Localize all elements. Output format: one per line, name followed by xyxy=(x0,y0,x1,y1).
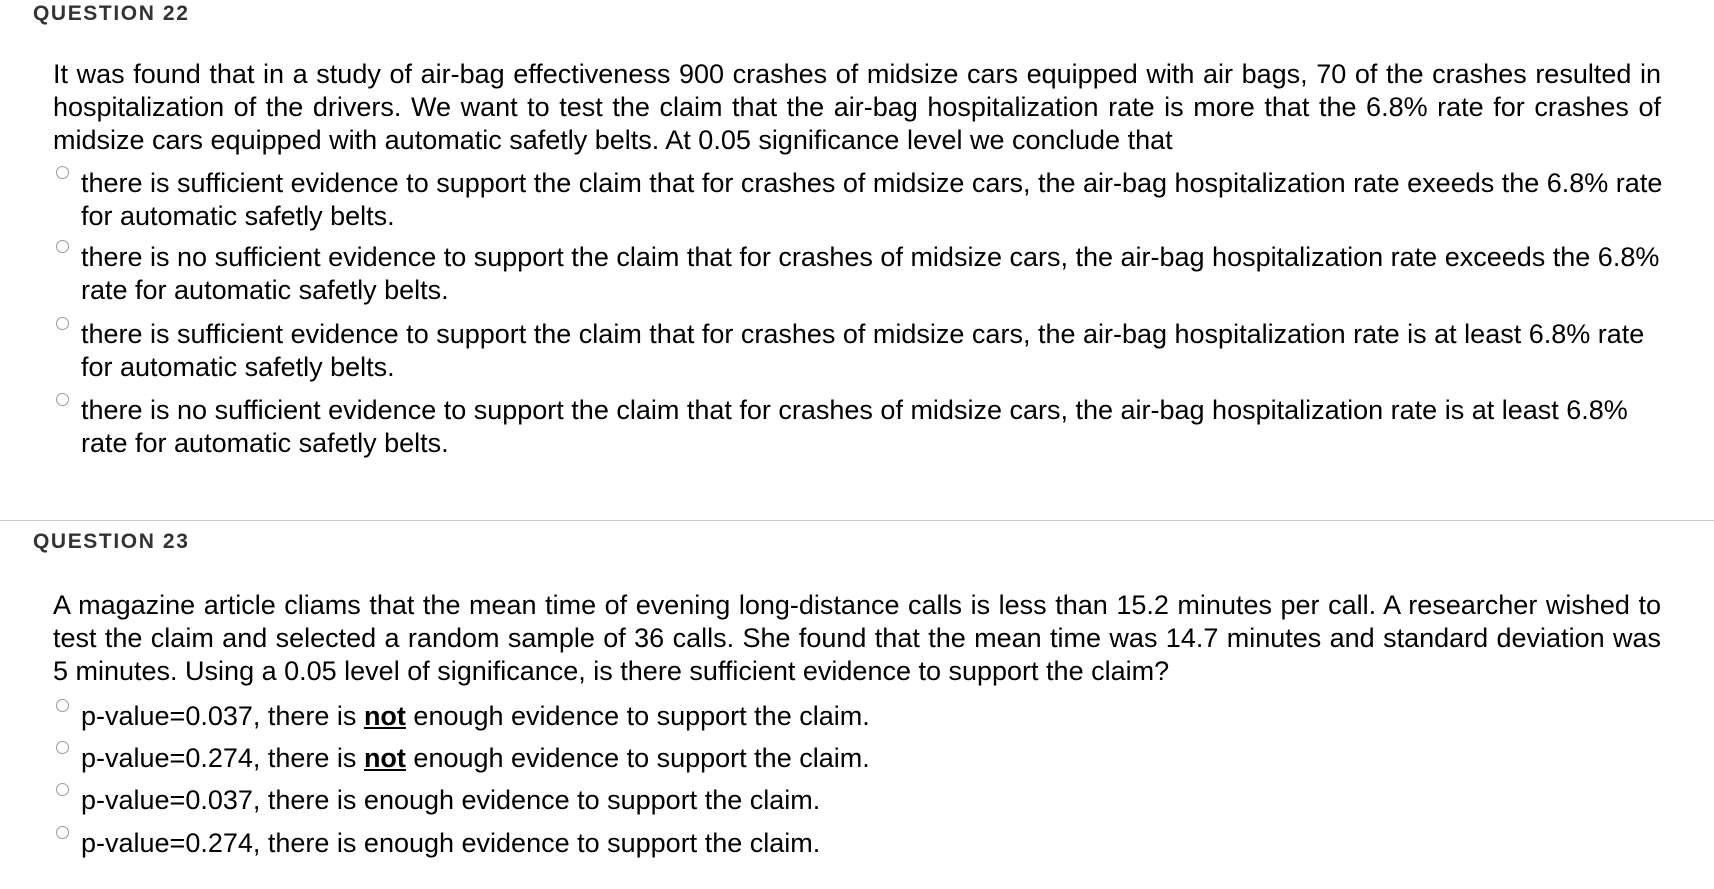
label-text: enough evidence to support the claim. xyxy=(405,743,870,773)
radio-button[interactable] xyxy=(56,699,69,712)
radio-button[interactable] xyxy=(56,741,69,754)
question-stem: A magazine article cliams that the mean time of evening long-distance calls is less than 15.2 minutes per call. A researcher wished to test the claim and selected a random sample of 36 calls. She found that the mean time was 14.7 minutes and standard deviation was 5 minutes. Using a 0.05 level of significance, is there sufficient evidence to support the claim? xyxy=(53,590,1661,686)
question-heading: QUESTION 23 xyxy=(33,530,190,553)
answer-option-label[interactable]: p-value=0.274, there is enough evidence to support the claim. xyxy=(81,828,821,858)
answer-option-label[interactable] xyxy=(81,700,1671,733)
question-heading: QUESTION 22 xyxy=(33,2,190,25)
question-stem: It was found that in a study of air-bag effectiveness 900 crashes of midsize cars equipped with air bags, 70 of the crashes resulted in hospitalization of the drivers. We want to test the claim that the air-bag hospitalization rate is more that the 6.8% rate for crashes of midsize cars equipped with automatic safetly belts. At 0.05 significance level we conclude that xyxy=(53,59,1661,155)
emphasis-not: not xyxy=(363,701,406,731)
radio-button[interactable] xyxy=(56,166,69,179)
question-divider xyxy=(0,520,1714,521)
label-text: p-value=0.037, there is xyxy=(81,701,364,731)
answer-option-label[interactable]: there is no sufficient evidence to support the claim that for crashes of midsize cars, the air-bag hospitalization rate is at least 6.8% rate for automatic safetly belts. xyxy=(81,395,1628,458)
label-text: enough evidence to support the claim. xyxy=(405,701,870,731)
answer-option-label[interactable]: there is sufficient evidence to support the claim that for crashes of midsize cars, the air-bag hospitalization rate is at least 6.8% rate for automatic safetly belts. xyxy=(81,319,1645,382)
answer-option-label[interactable]: there is sufficient evidence to support the claim that for crashes of midsize cars, the air-bag hospitalization rate exeeds the 6.8% rate for automatic safetly belts. xyxy=(81,168,1663,231)
radio-button[interactable] xyxy=(56,317,69,330)
answer-option-label[interactable] xyxy=(81,742,1671,775)
radio-button[interactable] xyxy=(56,826,69,839)
radio-button[interactable] xyxy=(56,240,69,253)
answer-option-label[interactable]: there is no sufficient evidence to support the claim that for crashes of midsize cars, the air-bag hospitalization rate exceeds the 6.8% rate for automatic safetly belts. xyxy=(81,242,1660,305)
answer-option-label[interactable]: p-value=0.037, there is enough evidence to support the claim. xyxy=(81,785,821,815)
label-text: p-value=0.274, there is xyxy=(81,743,364,773)
emphasis-not: not xyxy=(363,743,406,773)
radio-button[interactable] xyxy=(56,783,69,796)
radio-button[interactable] xyxy=(56,393,69,406)
